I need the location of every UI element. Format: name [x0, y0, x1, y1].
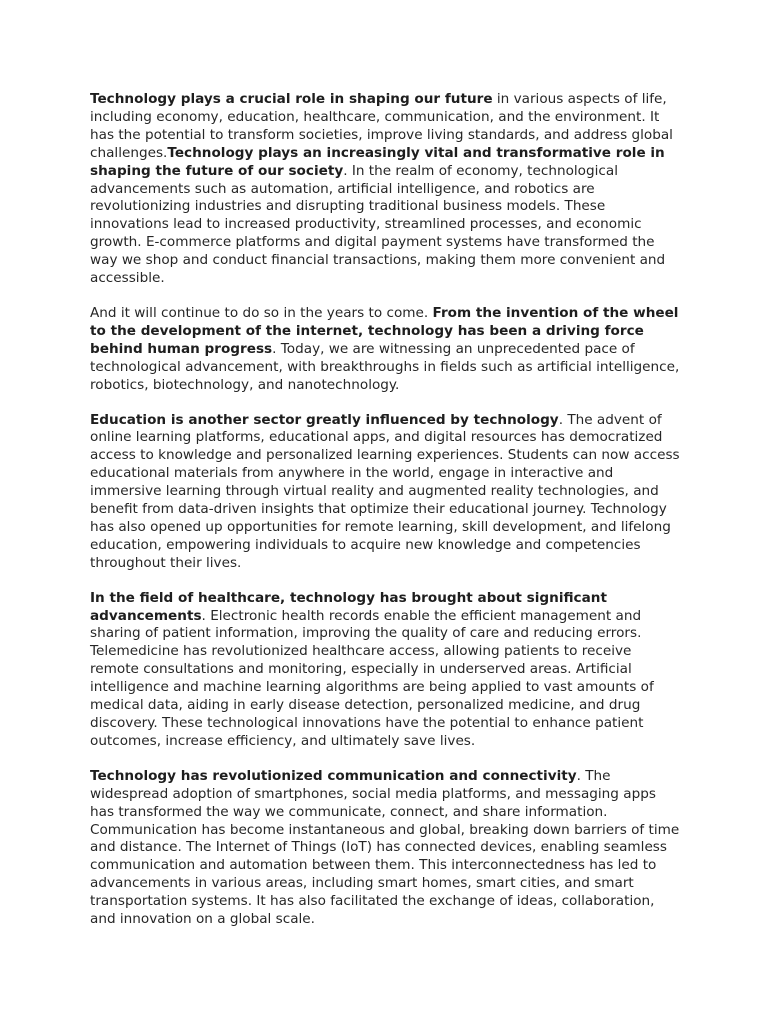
bold-lead: In the field of healthcare, technology has brought about significant advancements — [90, 589, 607, 624]
paragraph-progress — [90, 305, 680, 395]
document-page — [90, 91, 680, 946]
paragraph-education — [90, 412, 680, 573]
bold-lead: Technology plays an increasingly vital and transformative role in shaping the future of our society — [90, 144, 665, 179]
body-text: And it will continue to do so in the years to come. — [90, 304, 433, 321]
body-text: . Today, we are witnessing an unprecedented pace of technological advancement, with breakthroughs in fields such as artificial intelligence, robotics, biotechnology, and nanotechnology. — [90, 340, 680, 393]
body-text: . In the realm of economy, technological advancements such as automation, artificial intelligence, and robotics are revolutionizing industries and disrupting traditional business models. These innovations lead to increased productivity, streamlined processes, and economic growth. E-commerce platforms and digital payment systems have transformed the way we shop and conduct financial transactions, making them more convenient and accessible. — [90, 162, 666, 287]
body-text: . The widespread adoption of smartphones, social media platforms, and messaging apps has transformed the way we communicate, connect, and share information. Communication has become instantaneous and global, breaking down barriers of time and distance. The Internet of Things (IoT) has connected devices, enabling seamless communication and automation between them. This interconnectedness has led to advancements in various areas, including smart homes, smart cities, and smart transportation systems. It has also facilitated the exchange of ideas, collaboration, and innovation on a global scale. — [90, 767, 680, 928]
bold-lead: Technology has revolutionized communication and connectivity — [90, 767, 577, 784]
bold-lead: From the invention of the wheel to the development of the internet, technology has been a driving force behind human progress — [90, 304, 679, 357]
paragraph-communication — [90, 768, 680, 929]
body-text: . Electronic health records enable the efficient management and sharing of patient information, improving the quality of care and reducing errors. Telemedicine has revolutionized healthcare access, allowing patients to receive remote consultations and monitoring, especially in underserved areas. Artificial intelligence and machine learning algorithms are being applied to vast amounts of medical data, aiding in early disease detection, personalized medicine, and drug discovery. These technological innovations have the potential to enhance patient outcomes, increase efficiency, and ultimately save lives. — [90, 607, 654, 749]
paragraph-healthcare — [90, 590, 680, 751]
body-text: in various aspects of life, including economy, education, healthcare, communication, and the environment. It has the potential to transform societies, improve living standards, and address global challenges. — [90, 91, 673, 161]
body-text: . The advent of online learning platforms, educational apps, and digital resources has democratized access to knowledge and personalized learning experiences. Students can now access educational materials from anywhere in the world, engage in interactive and immersive learning through virtual reality and augmented reality technologies, and benefit from data-driven insights that optimize their educational journey. Technology has also opened up opportunities for remote learning, skill development, and lifelong education, empowering individuals to acquire new knowledge and competencies throughout their lives. — [90, 411, 680, 571]
paragraph-economy — [90, 91, 680, 288]
bold-lead: Technology plays a crucial role in shaping our future — [90, 91, 493, 107]
bold-lead: Education is another sector greatly influenced by technology — [90, 411, 559, 428]
